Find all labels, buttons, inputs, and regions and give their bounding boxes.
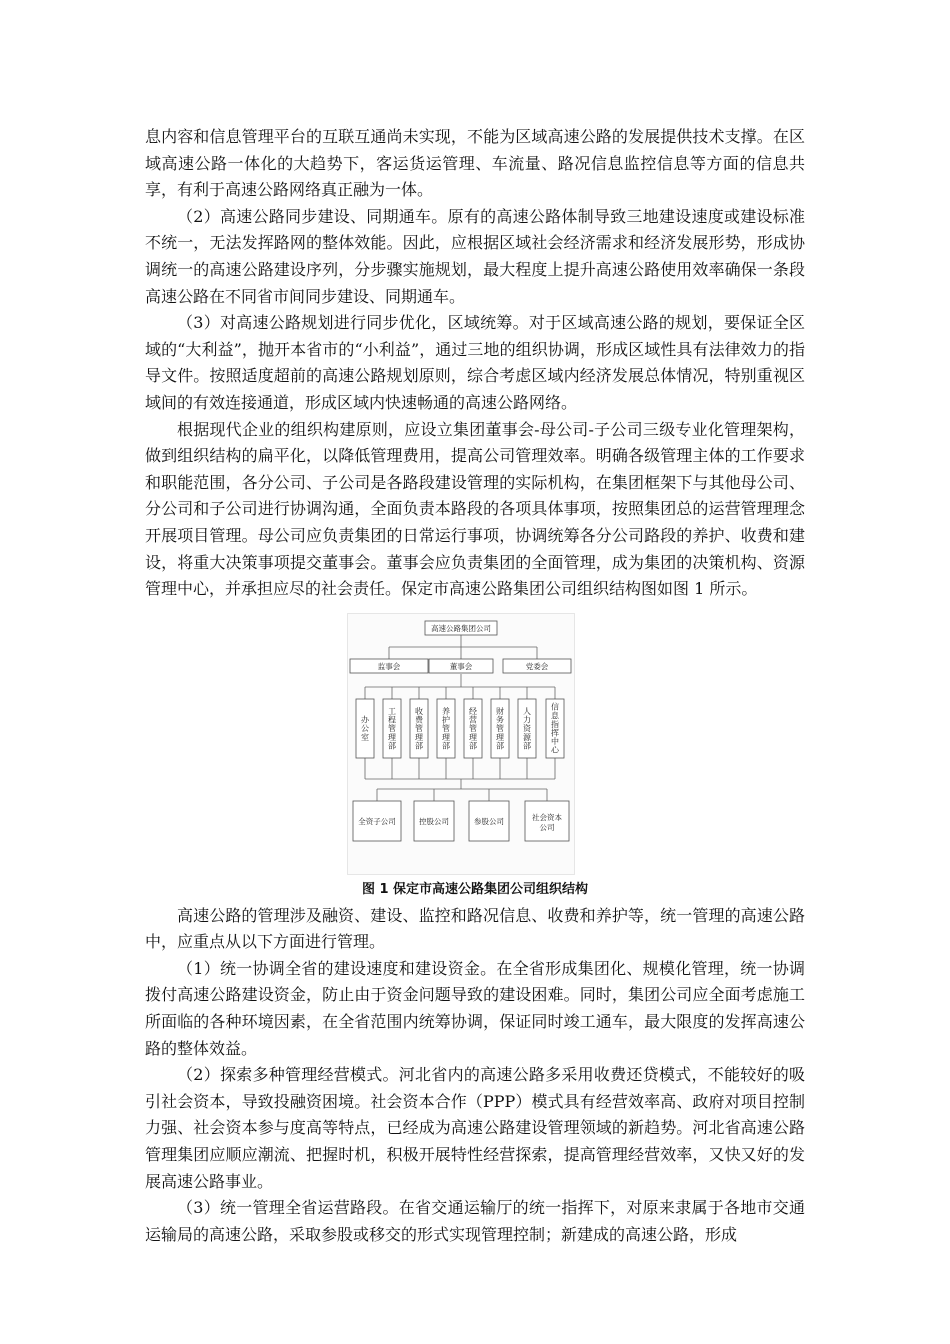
- department-label: 养护管理部: [442, 706, 450, 751]
- department-label: 经营管理部: [469, 706, 477, 751]
- department-label: 工程管理部: [388, 706, 396, 751]
- subsidiary-label: 控股公司: [419, 816, 449, 826]
- level2-label: 监事会: [377, 661, 401, 671]
- level2-label: 董事会: [449, 661, 473, 671]
- department-label: 人力资源部: [523, 706, 531, 751]
- paragraph: 根据现代企业的组织构建原则，应设立集团董事会-母公司-子公司三级专业化管理架构，做到组织结构的扁平化，以降低管理费用，提高公司管理效率。明确各级管理主体的工作要求和职能范围，各分公司、子公司是各路段建设管理的实际机构，在集团框架下与其他母公司、分公司和子公司进行协调沟通，全面负责本路段的各项具体事项，按照集团总的运营管理理念开展项目管理。母公司应负责集团的日常运行事项，协调统筹各分公司路段的养护、收费和建设，将重大决策事项提交董事会。董事会应负责集团的全面管理，成为集团的决策机构、资源管理中心，并承担应尽的社会责任。保定市高速公路集团公司组织结构图如图 1 所示。: [145, 419, 805, 599]
- body-text-bottom: [145, 903, 805, 1249]
- body-text-top: [145, 124, 805, 603]
- paragraph: （2）探索多种管理经营模式。河北省内的高速公路多采用收费还贷模式，不能较好的吸引社会资本，导致投融资困境。社会资本合作（PPP）模式具有经营效率高、政府对项目控制力强、社会资本参与度高等特点，已经成为高速公路建设管理领域的新趋势。河北省高速公路管理集团应顺应潮流、把握时机，积极开展特性经营探索，提高管理经营效率，又快又好的发展高速公路事业。: [145, 1065, 805, 1191]
- figure-caption: 图 1 保定市高速公路集团公司组织结构: [361, 881, 589, 897]
- paragraph: 息内容和信息管理平台的互联互通尚未实现，不能为区域高速公路的发展提供技术支撑。在区域高速公路一体化的大趋势下，客运货运管理、车流量、路况信息监控信息等方面的信息共享，有利于高速公路网络真正融为一体。: [145, 127, 805, 200]
- subsidiary-label-line2: 公司: [539, 822, 555, 832]
- department-label: 财务管理部: [496, 706, 504, 751]
- paragraph: 高速公路的管理涉及融资、建设、监控和路况信息、收费和养护等，统一管理的高速公路中，应重点从以下方面进行管理。: [145, 905, 805, 952]
- org-chart: [347, 613, 575, 875]
- department-label: 收费管理部: [415, 706, 423, 751]
- org-chart-figure: [145, 613, 805, 875]
- top-node-label: 高速公路集团公司: [431, 623, 491, 633]
- department-label: 信息指挥中心: [551, 702, 559, 755]
- paragraph: （3）对高速公路规划进行同步优化，区域统筹。对于区域高速公路的规划，要保证全区域的“大利益”，抛开本省市的“小利益”，通过三地的组织协调，形成区域性具有法律效力的指导文件。按照适度超前的高速公路规划原则，综合考虑区域内经济发展总体情况，特别重视区域间的有效连接通道，形成区域内快速畅通的高速公路网络。: [145, 313, 805, 412]
- paragraph: （1）统一协调全省的建设速度和建设资金。在全省形成集团化、规模化管理，统一协调拨付高速公路建设资金，防止由于资金问题导致的建设困难。同时，集团公司应全面考虑施工所面临的各种环境因素，在全省范围内统筹协调，保证同时竣工通车，最大限度的发挥高速公路的整体效益。: [145, 958, 805, 1058]
- subsidiary-label-line1: 社会资本: [532, 812, 562, 822]
- paragraph: （2）高速公路同步建设、同期通车。原有的高速公路体制导致三地建设速度或建设标准不统一，无法发挥路网的整体效能。因此，应根据区域社会经济需求和经济发展形势，形成协调统一的高速公路建设序列，分步骤实施规划，最大程度上提升高速公路使用效率确保一条段高速公路在不同省市间同步建设、同期通车。: [145, 206, 805, 306]
- subsidiary-label: 参股公司: [474, 816, 504, 826]
- subsidiary-label: 全资子公司: [358, 816, 396, 826]
- document-page: [145, 124, 805, 1248]
- paragraph: （3）统一管理全省运营路段。在省交通运输厅的统一指挥下，对原来隶属于各地市交通运输局的高速公路，采取参股或移交的形式实现管理控制；新建成的高速公路，形成: [145, 1198, 805, 1244]
- department-label: 办公室: [361, 715, 369, 742]
- level2-label: 党委会: [525, 661, 549, 671]
